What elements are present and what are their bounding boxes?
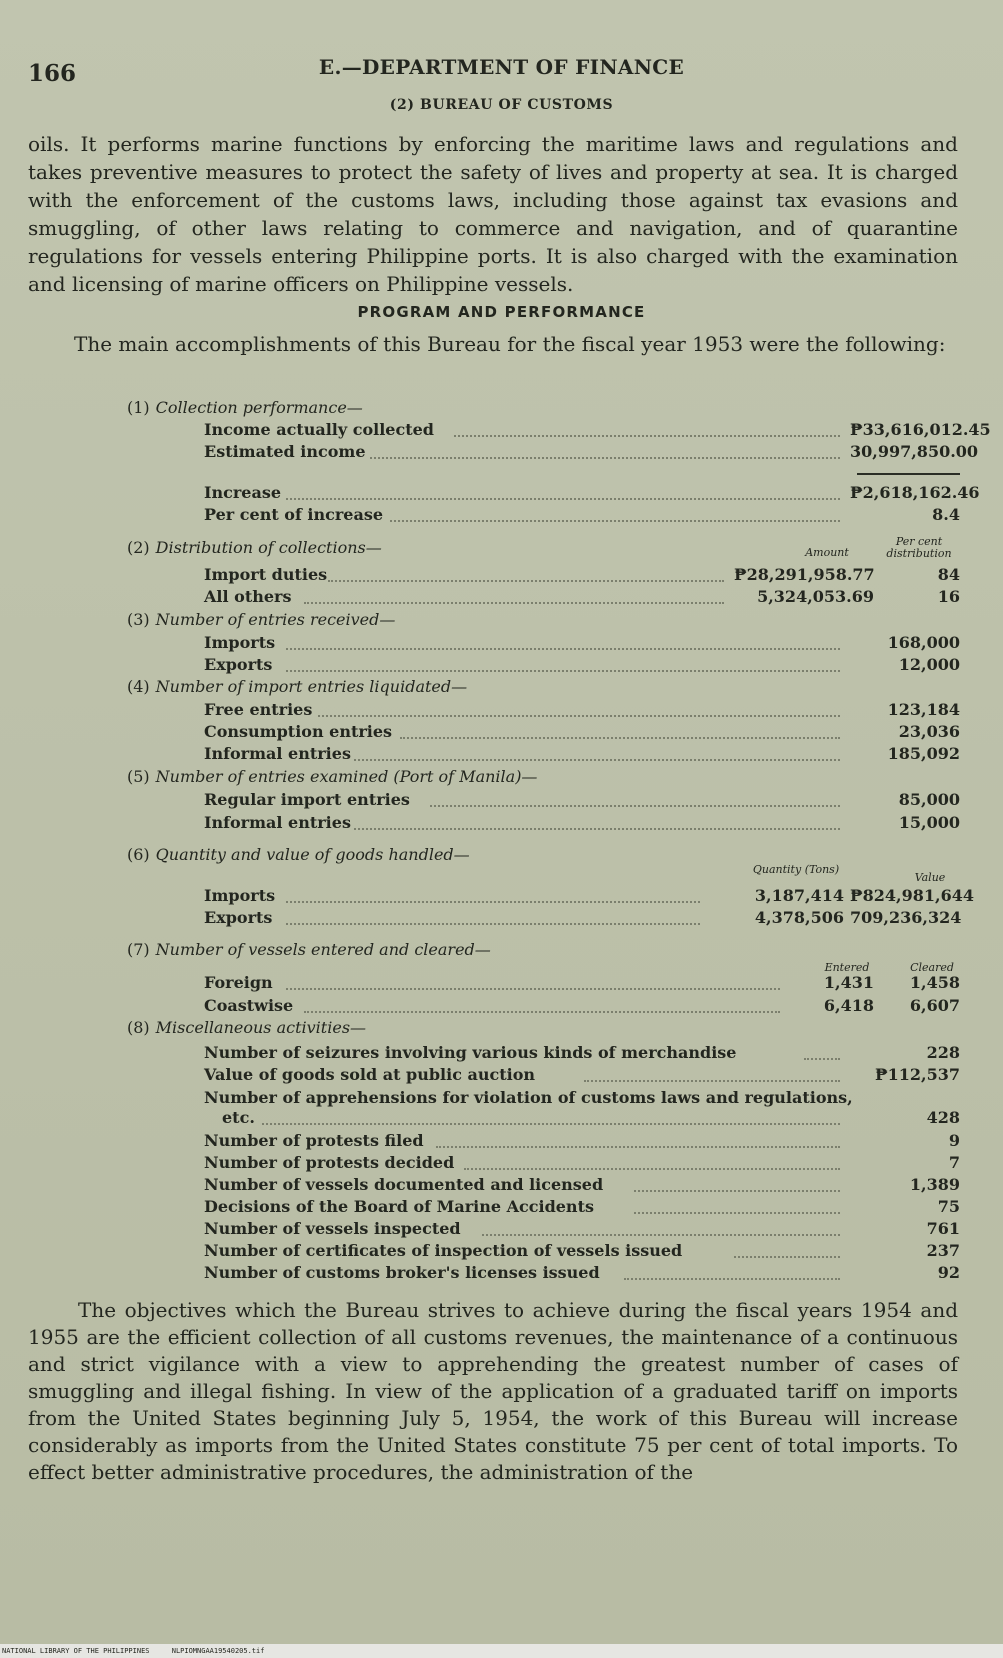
row-value: 709,236,324 [850,908,962,927]
section-7-title: Number of vessels entered and cleared— [155,940,491,959]
row-entered: 6,418 [823,996,874,1015]
row-value: 1,389 [909,1175,960,1194]
row-label: Imports [204,633,276,652]
table-row [204,908,960,930]
row-percent: 16 [937,587,960,606]
lead-paragraph: The main accomplishments of this Bureau for the fiscal year 1953 were the following: [74,332,946,356]
table-row [204,1131,960,1153]
row-label: Number of customs broker's licenses issued [204,1263,600,1282]
row-label: Exports [204,908,273,927]
row-value: 428 [926,1108,960,1127]
table-row [204,886,974,908]
table-row [204,655,960,677]
row-value: 7 [948,1153,960,1172]
row-label: Number of seizures involving various kinds of merchandise [204,1043,737,1062]
row-label: Informal entries [204,744,351,763]
row-label: Imports [204,886,276,905]
row-label: Decisions of the Board of Marine Accidents [204,1197,594,1216]
row-label: Value of goods sold at public auction [204,1065,536,1084]
scan-footer [0,1644,1003,1658]
section-2-heading [127,538,382,557]
row-label: Per cent of increase [204,505,384,524]
table-row [204,790,960,812]
row-label: Increase [204,483,282,502]
row-value: 9 [948,1131,960,1150]
row-quantity: 4,378,506 [754,908,844,927]
table-row [204,1043,960,1065]
row-value: 761 [926,1219,960,1238]
row-value: 228 [926,1043,960,1062]
sum-rule [857,473,960,475]
table-row [204,1263,960,1285]
table-row [204,973,960,995]
section-8-heading [127,1018,366,1037]
row-label: Number of vessels documented and licensed [204,1175,604,1194]
table-row [204,996,960,1018]
row-label: Consumption entries [204,722,393,741]
row-label: Income actually collected [204,420,434,439]
table-row [204,420,991,442]
column-header-value: Value [914,871,946,884]
section-4-number: (4) [127,677,150,696]
footer-library: NATIONAL LIBRARY OF THE PHILIPPINES [2,1647,150,1655]
row-label: Regular import entries [204,790,410,809]
row-label: Foreign [204,973,273,992]
row-value: ₱112,537 [875,1065,960,1084]
row-label: Number of vessels inspected [204,1219,461,1238]
intro-paragraph: oils. It performs marine functions by enforcing the maritime laws and regulations and takes preventive measures to protect the safety of lives and property at sea. It is charged with the enforcement of the customs laws, including those against tax evasions and smuggling, of other laws relating to commerce and navigation, and of quarantine regulations for vessels entering Philippine ports. It is also charged with the examination and licensing of marine officers on Philippine vessels. [28,132,958,296]
section-1-number: (1) [127,398,150,417]
row-label: Number of protests decided [204,1153,455,1172]
row-value: ₱824,981,644 [850,886,974,905]
table-row [204,1241,960,1263]
row-quantity: 3,187,414 [754,886,844,905]
department-heading: E.—DEPARTMENT OF FINANCE [318,55,685,79]
row-cleared: 6,607 [909,996,960,1015]
table-row [204,744,960,766]
section-3-title: Number of entries received— [155,610,396,629]
column-header-entered: Entered [824,961,870,974]
row-label: All others [204,587,292,606]
row-value: 123,184 [887,700,960,719]
row-label: Exports [204,655,273,674]
row-value: 85,000 [898,790,960,809]
table-row [204,1197,960,1219]
row-value: 15,000 [898,813,960,832]
section-5-number: (5) [127,767,150,786]
table-row [204,1153,960,1175]
table-row [204,442,979,464]
row-value: 75 [937,1197,960,1216]
section-7-number: (7) [127,940,150,959]
column-header-cleared: Cleared [910,961,954,974]
section-6-title: Quantity and value of goods handled— [155,845,470,864]
section-2-title: Distribution of collections— [155,538,382,557]
row-value: 185,092 [887,744,960,763]
table-row [204,1065,960,1087]
row-label: Estimated income [204,442,366,461]
page-number: 166 [28,60,77,87]
row-value: 30,997,850.00 [850,442,979,461]
section-1-heading [127,398,363,417]
column-header-quantity: Quantity (Tons) [752,863,840,876]
row-cleared: 1,458 [909,973,960,992]
table-row [204,1088,960,1110]
row-label: Coastwise [204,996,294,1015]
section-title: PROGRAM AND PERFORMANCE [357,303,646,321]
table-row [204,1175,960,1197]
table-row [204,1219,960,1241]
section-4-title: Number of import entries liquidated— [155,677,468,696]
row-value: 12,000 [898,655,960,674]
row-value: 237 [926,1241,960,1260]
column-header-amount: Amount [805,546,849,559]
row-value: 23,036 [898,722,960,741]
table-row [204,587,960,609]
row-value: 168,000 [887,633,960,652]
row-amount: ₱28,291,958.77 [734,565,875,584]
row-label: Import duties [204,565,328,584]
row-percent: 84 [937,565,960,584]
row-entered: 1,431 [823,973,874,992]
section-4-heading [127,677,467,696]
row-value: ₱2,618,162.46 [850,483,980,502]
table-row [204,813,960,835]
section-6-heading [127,845,470,864]
row-label: etc. [222,1108,255,1127]
row-value: ₱33,616,012.45 [850,420,991,439]
table-row [204,722,960,744]
section-7-heading [127,940,491,959]
row-label: Number of apprehensions for violation of customs laws and regulations, [204,1088,853,1107]
row-label: Free entries [204,700,313,719]
section-5-heading [127,767,537,786]
section-3-heading [127,610,395,629]
table-row [204,565,960,587]
row-label: Number of certificates of inspection of vessels issued [204,1241,683,1260]
section-6-number: (6) [127,845,150,864]
table-row [204,633,960,655]
row-value: 8.4 [932,505,960,524]
section-3-number: (3) [127,610,150,629]
table-row [204,483,980,505]
closing-paragraph: The objectives which the Bureau strives to achieve during the fiscal years 1954 and 1955 are the efficient collection of all customs revenues, the maintenance of a continuous and strict vigilance with a view to apprehending the greatest number of cases of smuggling and illegal fishing. In view of the application of a graduated tariff on imports from the United States beginning July 5, 1954, the work of this Bureau will increase considerably as imports from the United States constitute 75 per cent of total imports. To effect better administrative procedures, the administration of the [28,1298,958,1484]
row-value: 92 [937,1263,960,1282]
row-label: Number of protests filed [204,1131,424,1150]
section-2-number: (2) [127,538,150,557]
footer-filename: NLPIOMNGAA19540205.tif [171,1647,265,1655]
table-row [222,1108,960,1130]
row-label: Informal entries [204,813,351,832]
section-8-number: (8) [127,1018,150,1037]
section-5-title: Number of entries examined (Port of Manila)— [155,767,538,786]
table-row [204,700,960,722]
column-header-percent: Per cent distribution [886,535,952,560]
bureau-subheading: (2) BUREAU OF CUSTOMS [389,97,614,113]
table-row [204,505,960,527]
section-1-title: Collection performance— [155,398,363,417]
row-amount: 5,324,053.69 [757,587,874,606]
section-8-title: Miscellaneous activities— [155,1018,367,1037]
